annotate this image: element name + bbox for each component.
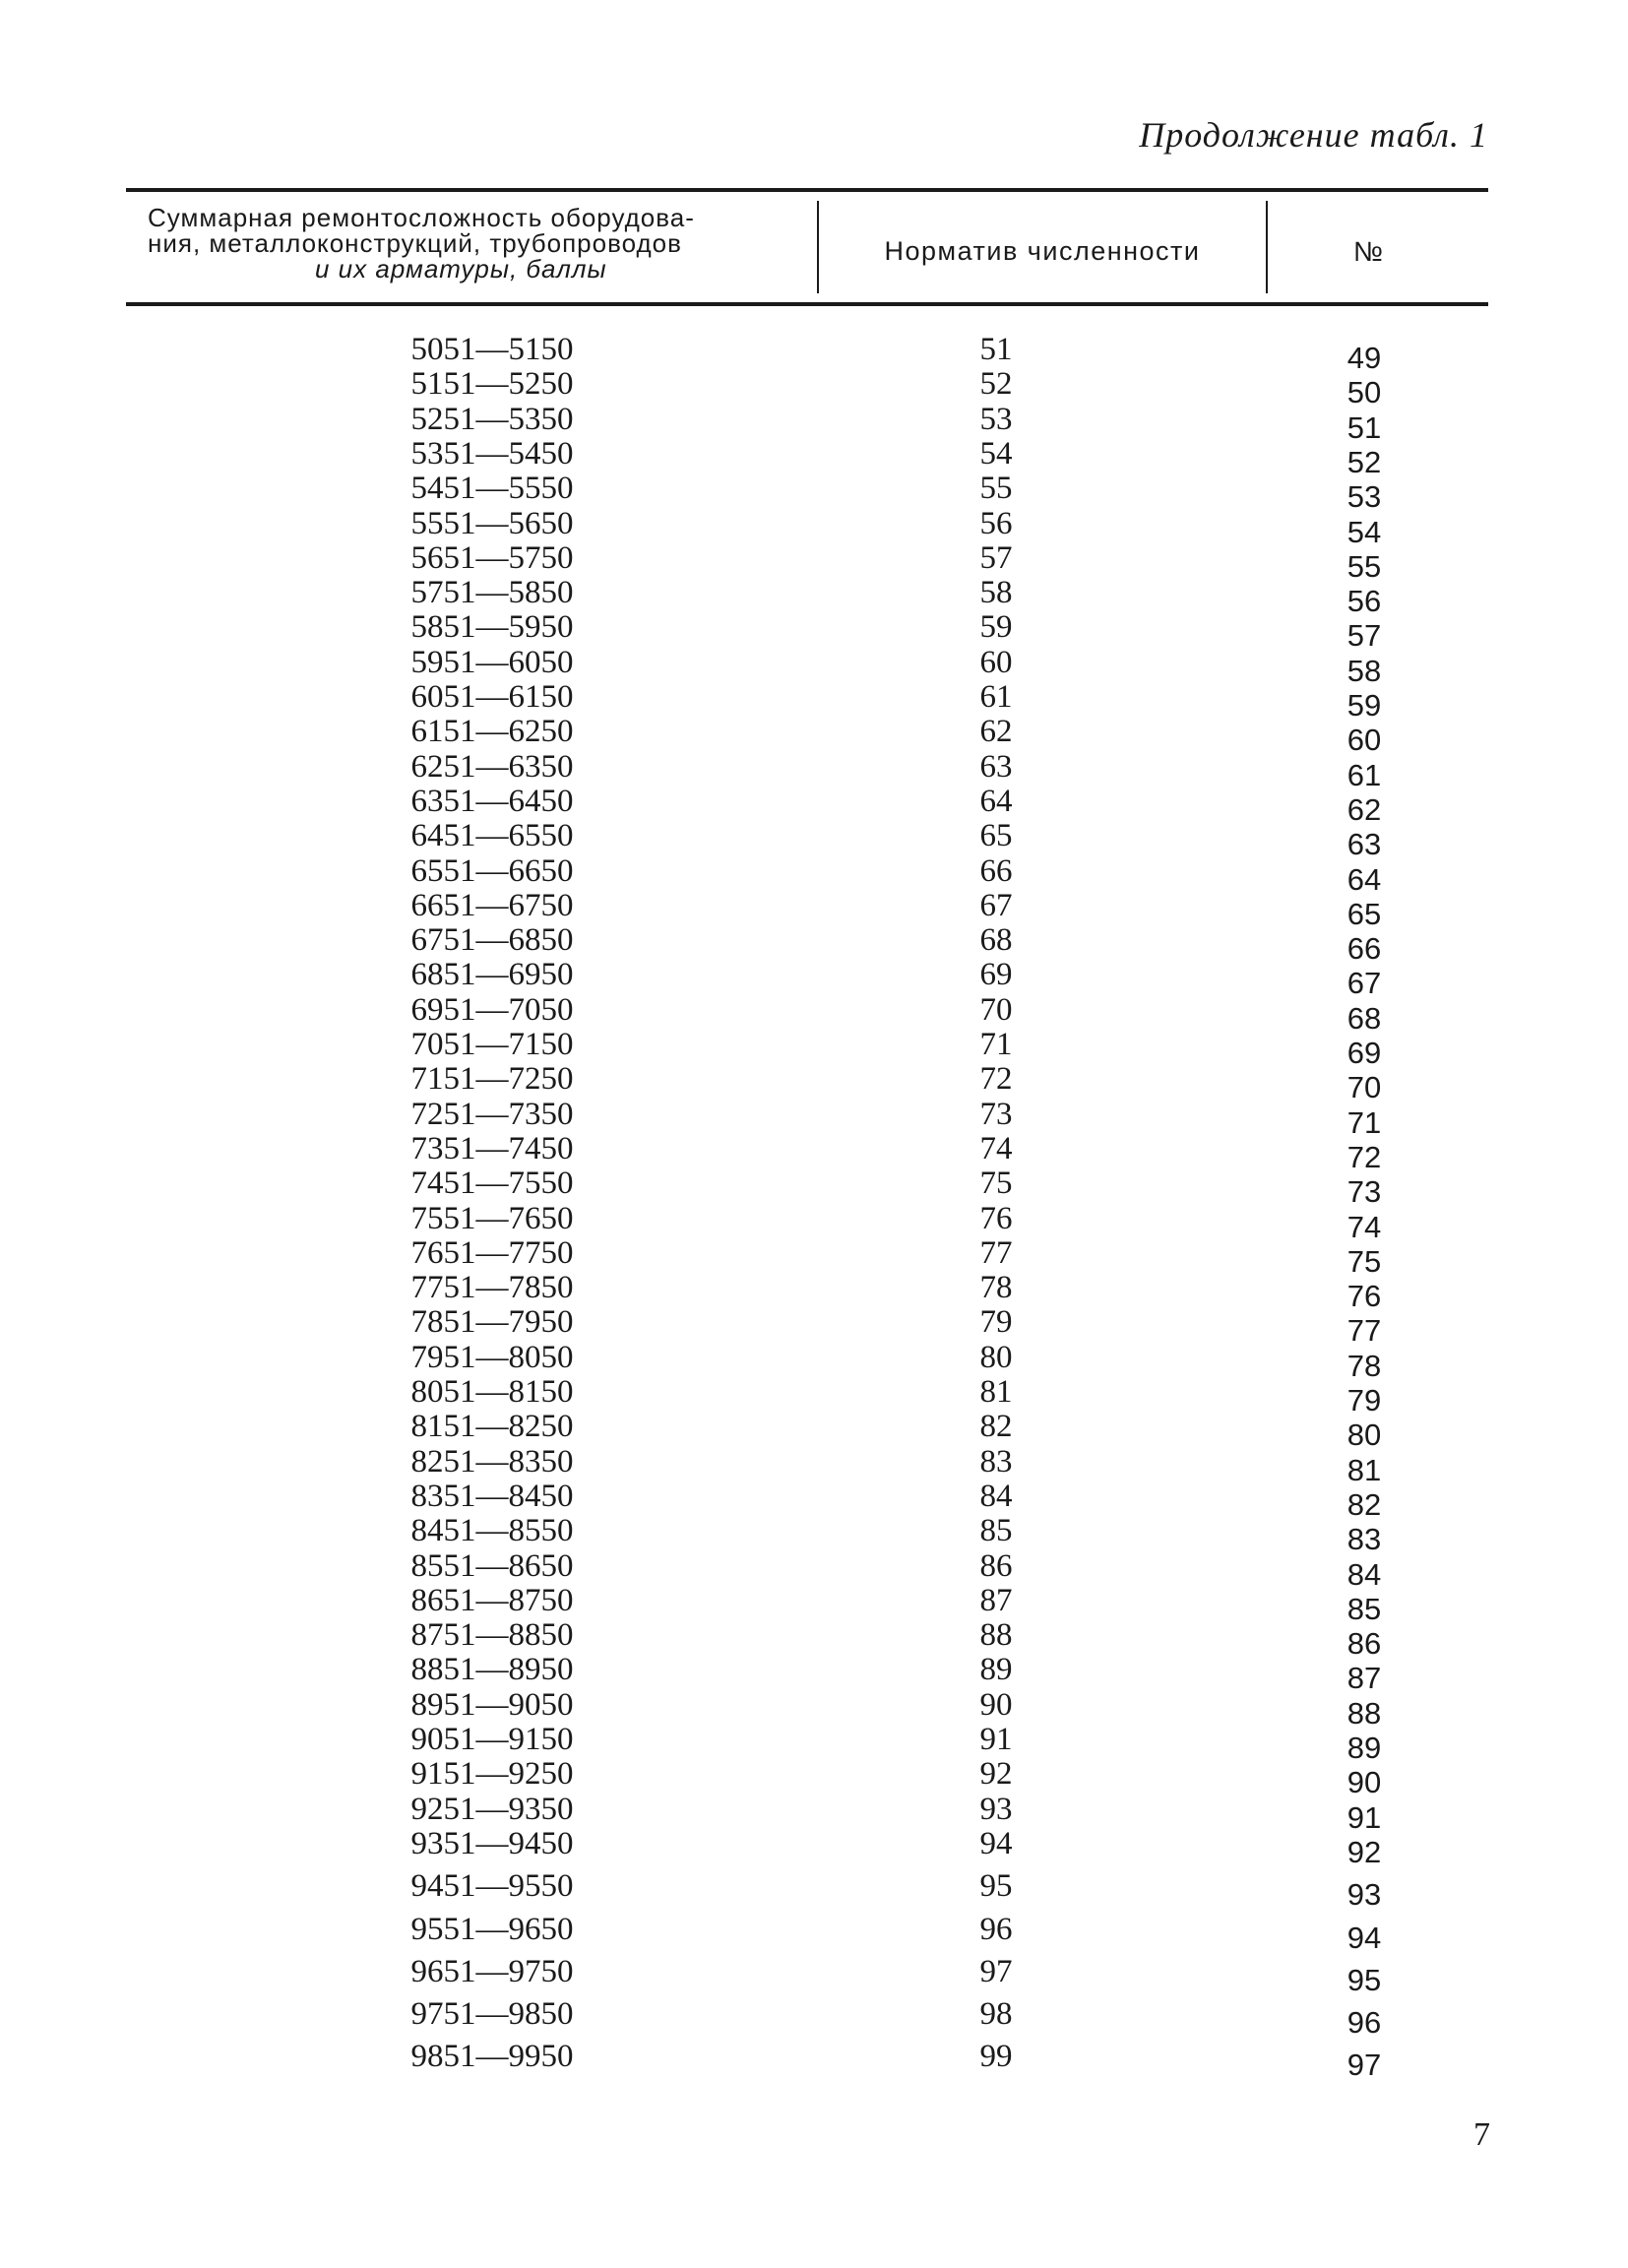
cell-row-number: 69 (1346, 1036, 1382, 1070)
table-row (0, 818, 1628, 862)
cell-staff-norm: 70 (979, 991, 1013, 1028)
cell-row-number: 63 (1346, 827, 1382, 862)
cell-complexity-range: 9651—9750 (410, 1953, 574, 1989)
table-row (0, 1339, 1628, 1383)
cell-staff-norm: 58 (979, 575, 1013, 611)
column-header-line: Суммарная ремонтосложность оборудова- (148, 203, 695, 232)
cell-staff-norm: 76 (979, 1200, 1013, 1236)
table-row (0, 1582, 1628, 1626)
cell-staff-norm: 82 (979, 1409, 1013, 1445)
cell-row-number: 86 (1346, 1626, 1382, 1662)
table-row (0, 505, 1628, 549)
cell-complexity-range: 5651—5750 (410, 539, 574, 576)
table-header-rule (126, 302, 1488, 306)
cell-row-number: 56 (1346, 584, 1382, 619)
cell-row-number: 74 (1346, 1209, 1382, 1244)
cell-staff-norm: 78 (979, 1270, 1013, 1306)
cell-row-number: 64 (1346, 861, 1382, 897)
table-row (0, 1825, 1628, 1869)
column-header-repair-complexity (148, 205, 785, 282)
cell-staff-norm: 96 (979, 1911, 1013, 1947)
cell-staff-norm: 56 (979, 505, 1013, 541)
cell-row-number: 58 (1346, 653, 1382, 688)
cell-complexity-range: 7151—7250 (410, 1061, 574, 1098)
table-row (0, 1686, 1628, 1731)
column-header-line: ния, металлоконструкций, трубопроводов (148, 228, 682, 258)
cell-complexity-range: 6751—6850 (410, 922, 574, 959)
cell-staff-norm: 55 (979, 471, 1013, 507)
table-row (0, 1096, 1628, 1140)
cell-complexity-range: 7251—7350 (410, 1096, 574, 1132)
cell-row-number: 92 (1346, 1834, 1382, 1869)
table-row (0, 957, 1628, 1001)
cell-row-number: 97 (1346, 2048, 1382, 2083)
cell-staff-norm: 91 (979, 1722, 1013, 1757)
cell-row-number: 90 (1346, 1765, 1382, 1800)
cell-row-number: 84 (1346, 1556, 1382, 1592)
cell-row-number: 51 (1346, 410, 1382, 445)
table-row (0, 679, 1628, 723)
cell-staff-norm: 72 (979, 1061, 1013, 1098)
cell-row-number: 62 (1346, 791, 1382, 827)
cell-row-number: 80 (1346, 1418, 1382, 1453)
cell-staff-norm: 81 (979, 1374, 1013, 1410)
table-row (0, 366, 1628, 410)
table-top-rule (126, 188, 1488, 192)
cell-complexity-range: 5351—5450 (410, 435, 574, 472)
table-row (0, 783, 1628, 827)
cell-complexity-range: 9051—9150 (410, 1722, 574, 1757)
cell-row-number: 53 (1346, 479, 1382, 515)
cell-staff-norm: 74 (979, 1130, 1013, 1166)
cell-row-number: 88 (1346, 1695, 1382, 1731)
cell-row-number: 95 (1346, 1962, 1382, 1997)
cell-complexity-range: 9751—9850 (410, 1996, 574, 2033)
cell-complexity-range: 9851—9950 (410, 2039, 574, 2075)
table-row (0, 1953, 1628, 1997)
cell-row-number: 73 (1346, 1174, 1382, 1210)
cell-staff-norm: 93 (979, 1791, 1013, 1827)
cell-staff-norm: 68 (979, 922, 1013, 959)
table-row (0, 1061, 1628, 1105)
cell-staff-norm: 61 (979, 679, 1013, 715)
cell-complexity-range: 8451—8550 (410, 1513, 574, 1549)
cell-row-number: 91 (1346, 1799, 1382, 1835)
cell-staff-norm: 80 (979, 1339, 1013, 1375)
cell-staff-norm: 94 (979, 1825, 1013, 1861)
cell-complexity-range: 7951—8050 (410, 1339, 574, 1375)
cell-row-number: 68 (1346, 1000, 1382, 1036)
column-divider (1266, 201, 1268, 293)
cell-row-number: 75 (1346, 1243, 1382, 1279)
cell-complexity-range: 7351—7450 (410, 1130, 574, 1166)
cell-staff-norm: 99 (979, 2039, 1013, 2075)
table-row (0, 1868, 1628, 1913)
cell-row-number: 55 (1346, 548, 1382, 584)
table-row (0, 1996, 1628, 2041)
cell-complexity-range: 5751—5850 (410, 575, 574, 611)
cell-complexity-range: 6351—6450 (410, 783, 574, 819)
table-row (0, 644, 1628, 688)
cell-row-number: 72 (1346, 1139, 1382, 1174)
cell-complexity-range: 7751—7850 (410, 1270, 574, 1306)
page-number: 7 (1473, 2116, 1490, 2153)
cell-complexity-range: 6851—6950 (410, 957, 574, 993)
cell-complexity-range: 6051—6150 (410, 679, 574, 715)
cell-staff-norm: 77 (979, 1234, 1013, 1271)
cell-row-number: 82 (1346, 1486, 1382, 1522)
table-row (0, 1409, 1628, 1453)
cell-complexity-range: 8051—8150 (410, 1374, 574, 1410)
cell-staff-norm: 52 (979, 366, 1013, 403)
cell-staff-norm: 83 (979, 1443, 1013, 1480)
cell-complexity-range: 8351—8450 (410, 1478, 574, 1514)
cell-staff-norm: 84 (979, 1478, 1013, 1514)
cell-complexity-range: 5951—6050 (410, 644, 574, 680)
cell-row-number: 70 (1346, 1070, 1382, 1105)
table-row (0, 1652, 1628, 1696)
column-header-staff-norm: Норматив численности (884, 236, 1201, 266)
cell-complexity-range: 8251—8350 (410, 1443, 574, 1480)
table-row (0, 401, 1628, 445)
column-header-line (148, 256, 785, 282)
cell-complexity-range: 6551—6650 (410, 852, 574, 889)
column-header-fragment: и их (315, 254, 368, 284)
cell-staff-norm: 97 (979, 1953, 1013, 1989)
cell-complexity-range: 8951—9050 (410, 1686, 574, 1723)
cell-staff-norm: 67 (979, 887, 1013, 923)
cell-row-number: 66 (1346, 931, 1382, 967)
table-row (0, 1791, 1628, 1835)
table-row (0, 1722, 1628, 1765)
cell-complexity-range: 6951—7050 (410, 991, 574, 1028)
table-row (0, 922, 1628, 967)
column-header-number: № (1352, 236, 1384, 267)
cell-staff-norm: 51 (979, 332, 1013, 367)
cell-complexity-range: 5851—5950 (410, 609, 574, 646)
cell-row-number: 67 (1346, 966, 1382, 1001)
cell-row-number: 96 (1346, 2005, 1382, 2041)
table-row (0, 609, 1628, 654)
table-row (0, 539, 1628, 584)
table-row (0, 1304, 1628, 1349)
cell-complexity-range: 5051—5150 (410, 332, 574, 367)
column-divider (817, 201, 819, 293)
table-row (0, 887, 1628, 931)
cell-complexity-range: 7651—7750 (410, 1234, 574, 1271)
cell-staff-norm: 53 (979, 401, 1013, 437)
cell-staff-norm: 90 (979, 1686, 1013, 1723)
cell-staff-norm: 98 (979, 1996, 1013, 2033)
table-row (0, 714, 1628, 758)
cell-complexity-range: 9451—9550 (410, 1868, 574, 1905)
table-row (0, 991, 1628, 1036)
table-row (0, 1166, 1628, 1210)
cell-complexity-range: 6651—6750 (410, 887, 574, 923)
cell-complexity-range: 7451—7550 (410, 1166, 574, 1202)
cell-staff-norm: 57 (979, 539, 1013, 576)
cell-staff-norm: 75 (979, 1166, 1013, 1202)
table-row (0, 1234, 1628, 1279)
cell-complexity-range: 8751—8850 (410, 1617, 574, 1654)
cell-complexity-range: 8851—8950 (410, 1652, 574, 1688)
cell-row-number: 52 (1346, 444, 1382, 479)
cell-staff-norm: 69 (979, 957, 1013, 993)
table-row (0, 1027, 1628, 1070)
cell-row-number: 94 (1346, 1920, 1382, 1955)
cell-complexity-range: 5151—5250 (410, 366, 574, 403)
table-row (0, 471, 1628, 515)
cell-staff-norm: 95 (979, 1868, 1013, 1905)
cell-row-number: 59 (1346, 688, 1382, 723)
cell-row-number: 54 (1346, 514, 1382, 549)
table-row (0, 1513, 1628, 1557)
cell-row-number: 85 (1346, 1591, 1382, 1626)
cell-staff-norm: 66 (979, 852, 1013, 889)
cell-staff-norm: 79 (979, 1304, 1013, 1341)
table-row (0, 2039, 1628, 2083)
cell-complexity-range: 9551—9650 (410, 1911, 574, 1947)
cell-staff-norm: 71 (979, 1027, 1013, 1062)
table-row (0, 1130, 1628, 1174)
table-row (0, 1911, 1628, 1955)
table-caption: Продолжение табл. 1 (1139, 115, 1488, 155)
cell-complexity-range: 8551—8650 (410, 1547, 574, 1584)
cell-staff-norm: 88 (979, 1617, 1013, 1654)
cell-staff-norm: 62 (979, 714, 1013, 750)
cell-staff-norm: 60 (979, 644, 1013, 680)
cell-row-number: 81 (1346, 1452, 1382, 1487)
cell-row-number: 71 (1346, 1104, 1382, 1140)
cell-complexity-range: 5551—5650 (410, 505, 574, 541)
cell-row-number: 93 (1346, 1877, 1382, 1913)
table-row (0, 1617, 1628, 1662)
cell-staff-norm: 86 (979, 1547, 1013, 1584)
cell-staff-norm: 73 (979, 1096, 1013, 1132)
cell-row-number: 57 (1346, 618, 1382, 654)
table-row (0, 332, 1628, 375)
cell-staff-norm: 63 (979, 748, 1013, 785)
cell-row-number: 78 (1346, 1348, 1382, 1383)
cell-staff-norm: 92 (979, 1756, 1013, 1793)
table-row (0, 435, 1628, 479)
table-row (0, 852, 1628, 897)
cell-row-number: 49 (1346, 341, 1382, 375)
cell-complexity-range: 9251—9350 (410, 1791, 574, 1827)
table-row (0, 1756, 1628, 1800)
cell-complexity-range: 7051—7150 (410, 1027, 574, 1062)
cell-complexity-range: 8151—8250 (410, 1409, 574, 1445)
cell-staff-norm: 59 (979, 609, 1013, 646)
cell-staff-norm: 87 (979, 1582, 1013, 1618)
table-row (0, 748, 1628, 792)
cell-staff-norm: 64 (979, 783, 1013, 819)
cell-row-number: 83 (1346, 1522, 1382, 1557)
cell-row-number: 76 (1346, 1279, 1382, 1314)
cell-row-number: 65 (1346, 896, 1382, 931)
cell-complexity-range: 6251—6350 (410, 748, 574, 785)
cell-complexity-range: 7851—7950 (410, 1304, 574, 1341)
table-row (0, 1443, 1628, 1487)
cell-complexity-range: 9351—9450 (410, 1825, 574, 1861)
cell-complexity-range: 8651—8750 (410, 1582, 574, 1618)
table-row (0, 1547, 1628, 1592)
cell-complexity-range: 5451—5550 (410, 471, 574, 507)
cell-staff-norm: 65 (979, 818, 1013, 854)
cell-staff-norm: 85 (979, 1513, 1013, 1549)
cell-row-number: 79 (1346, 1383, 1382, 1418)
table-row (0, 1478, 1628, 1522)
column-header-fragment: арматуры, баллы (375, 254, 607, 284)
cell-complexity-range: 6151—6250 (410, 714, 574, 750)
cell-complexity-range: 9151—9250 (410, 1756, 574, 1793)
table-row (0, 1270, 1628, 1314)
cell-row-number: 60 (1346, 723, 1382, 758)
cell-row-number: 89 (1346, 1731, 1382, 1765)
cell-staff-norm: 54 (979, 435, 1013, 472)
table-row (0, 1374, 1628, 1418)
cell-complexity-range: 7551—7650 (410, 1200, 574, 1236)
cell-row-number: 61 (1346, 757, 1382, 792)
table-row (0, 1200, 1628, 1244)
cell-complexity-range: 6451—6550 (410, 818, 574, 854)
cell-row-number: 87 (1346, 1661, 1382, 1696)
cell-staff-norm: 89 (979, 1652, 1013, 1688)
cell-complexity-range: 5251—5350 (410, 401, 574, 437)
cell-row-number: 77 (1346, 1313, 1382, 1349)
table-row (0, 575, 1628, 619)
cell-row-number: 50 (1346, 375, 1382, 410)
